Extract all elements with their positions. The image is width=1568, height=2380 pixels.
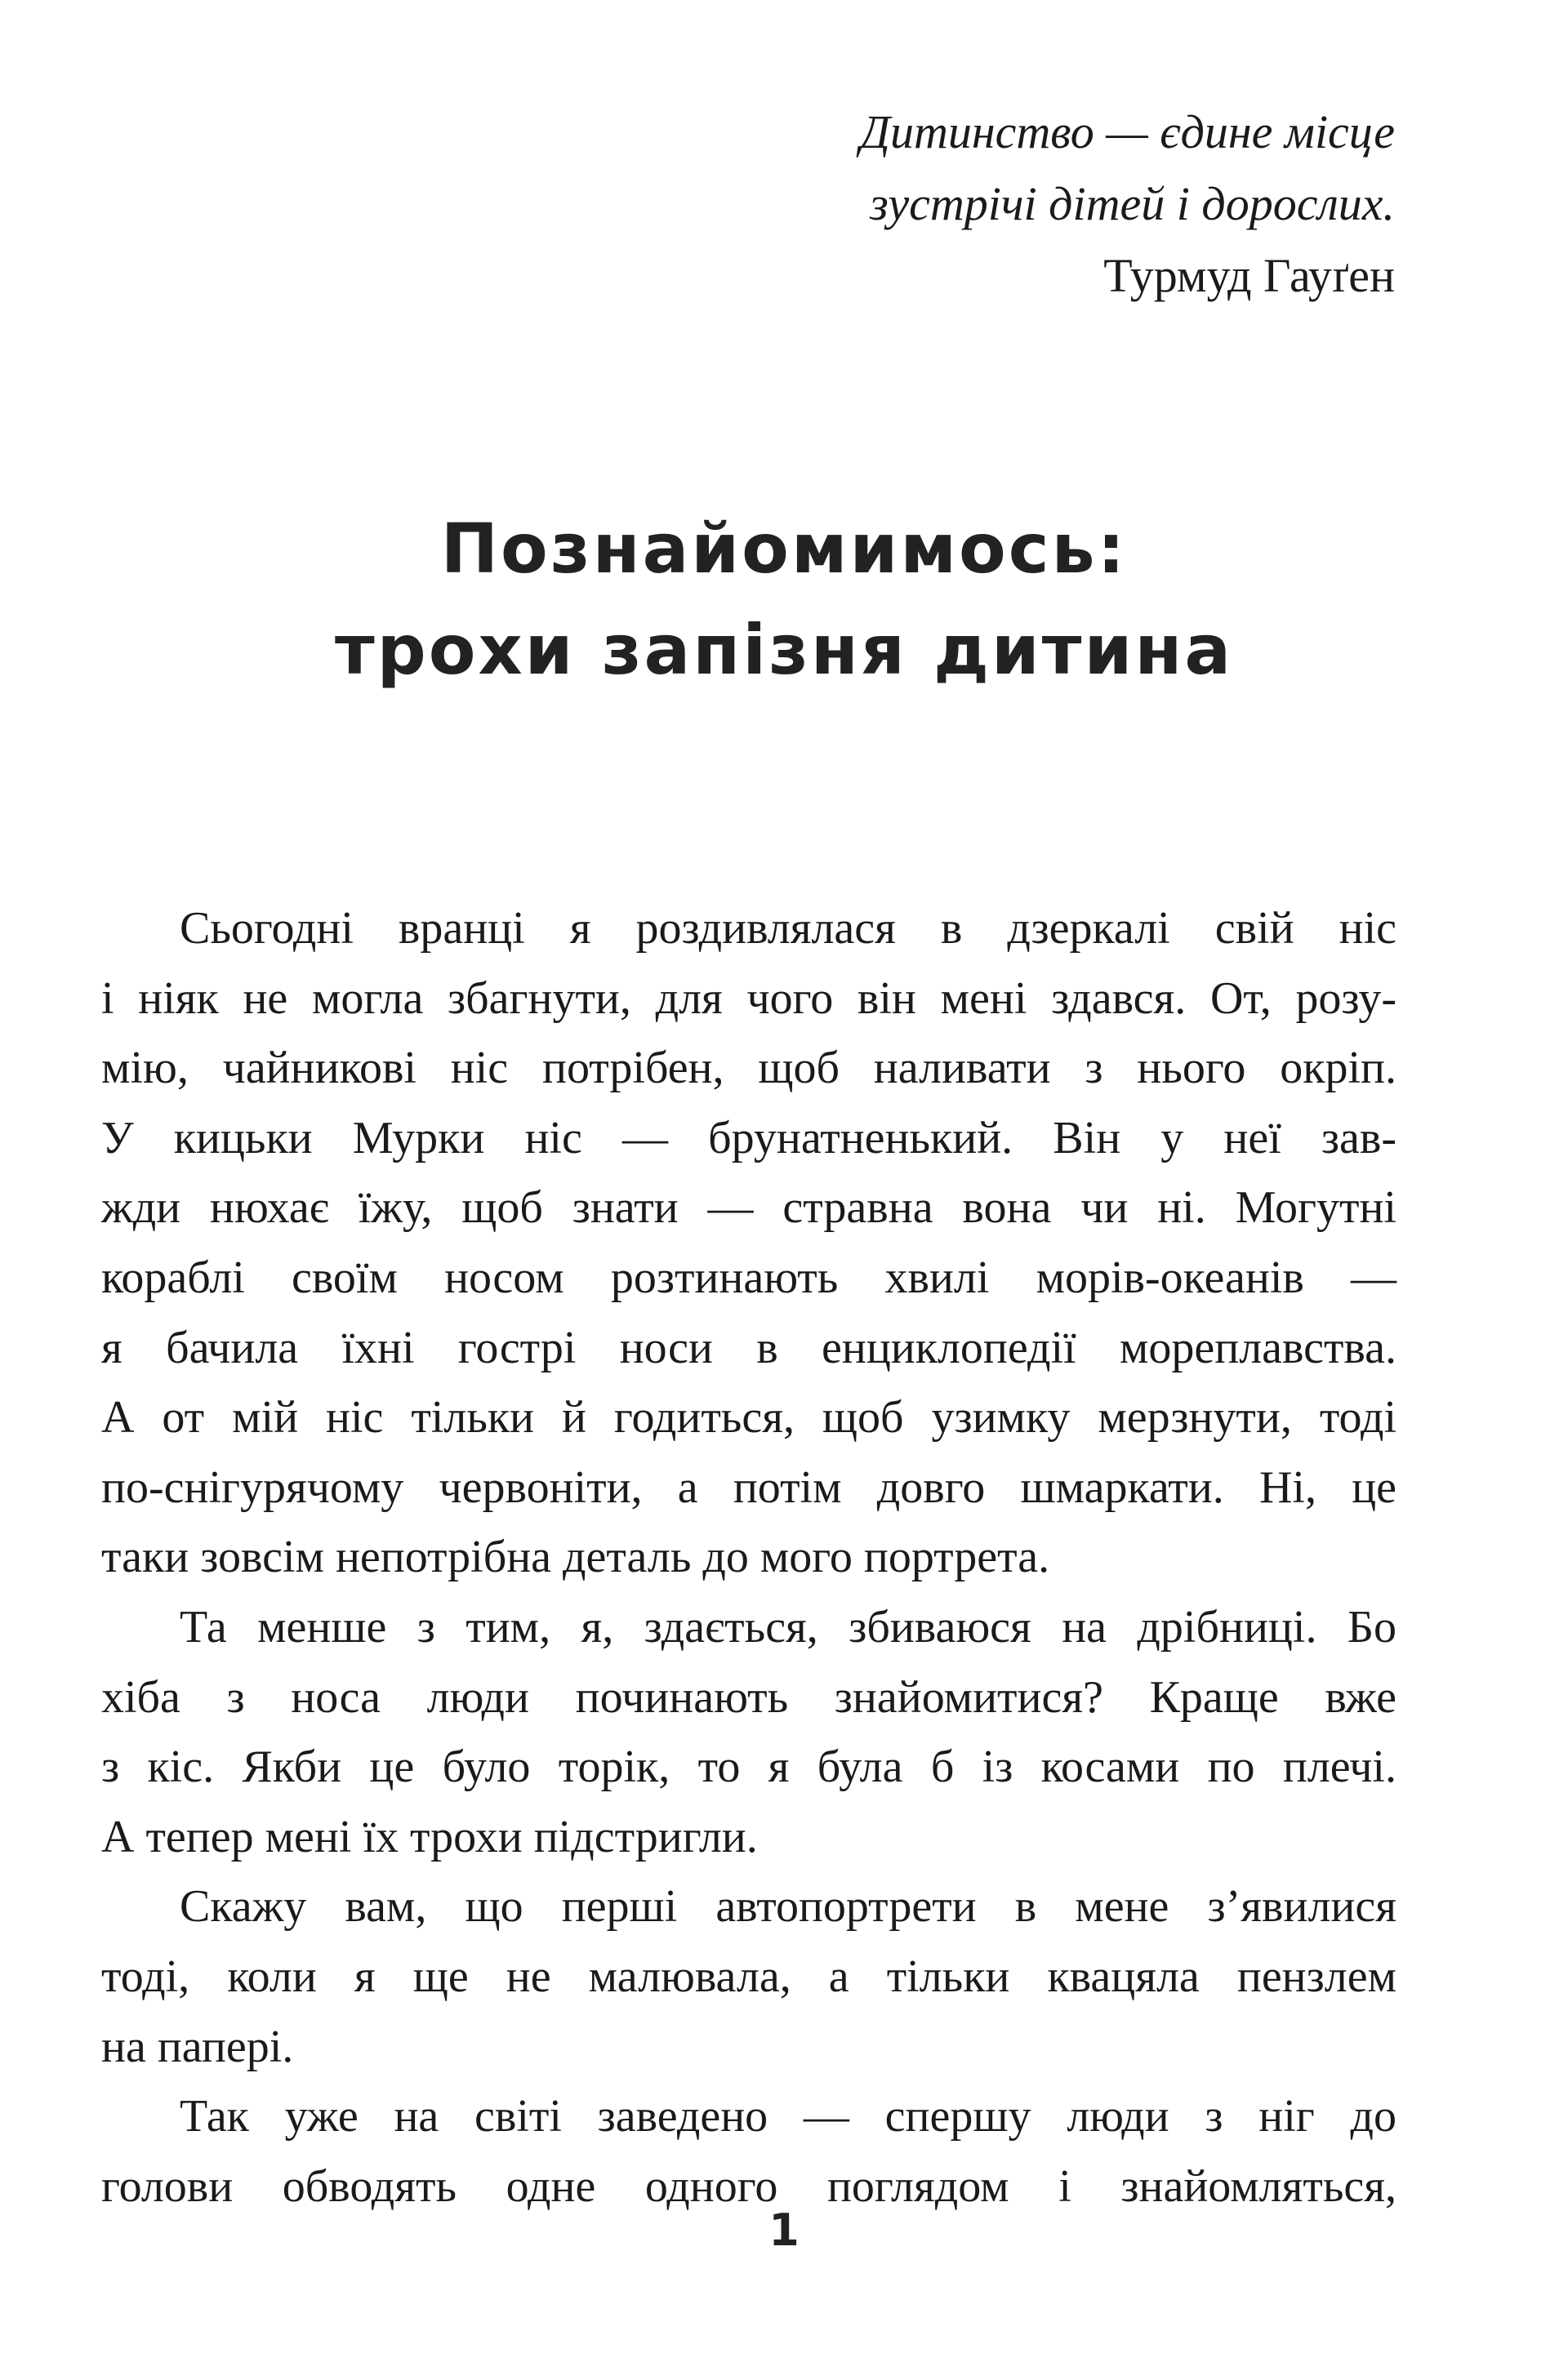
text-line: таки зовсім непотрібна деталь до мого портрета.: [101, 1532, 1050, 1583]
text-line: У кицьки Мурки ніс — брунатненький. Він у неї зав-: [101, 1112, 1396, 1163]
text-line: з кіс. Якби це було торік, то я була б із косами по плечі.: [101, 1742, 1396, 1793]
epigraph-author: Турмуд Гауґен: [1103, 249, 1395, 302]
text-line: мію, чайникові ніс потрібен, щоб наливати з нього окріп.: [101, 1043, 1396, 1094]
paragraph: [101, 2082, 1396, 2222]
epigraph-line: Дитинство — єдине місце: [860, 105, 1395, 158]
text-line: жди нюхає їжу, щоб знати — стравна вона чи ні. Могутні: [101, 1182, 1396, 1234]
text-line: на папері.: [101, 2021, 294, 2072]
text-line: хіба з носа люди починають знайомитися? Краще вже: [101, 1671, 1396, 1723]
epigraph: [578, 96, 1395, 312]
chapter-title-line: трохи запізня дитина: [334, 610, 1234, 690]
text-line: Сьогодні вранці я роздивлялася в дзеркалі свій ніс: [180, 903, 1396, 954]
text-line: голови обводять одне одного поглядом і знайомляться,: [101, 2160, 1396, 2212]
chapter-title: [0, 498, 1568, 701]
text-line: тоді, коли я ще не малювала, а тільки квацяла пензлем: [101, 1951, 1396, 2002]
epigraph-line: зустрічі дітей і дорослих.: [870, 177, 1395, 230]
text-line: я бачила їхні гострі носи в енциклопедії мореплавства.: [101, 1322, 1396, 1373]
text-line: А тепер мені їх трохи підстригли.: [101, 1811, 758, 1862]
chapter-title-line: Познайомимось:: [440, 509, 1128, 589]
text-line: А от мій ніс тільки й годиться, щоб узимку мерзнути, тоді: [101, 1392, 1396, 1444]
page-number: 1: [768, 2204, 800, 2256]
body-text: [101, 894, 1396, 2222]
text-line: по-снігурячому червоніти, а потім довго шмаркати. Ні, це: [101, 1461, 1396, 1513]
paragraph: [101, 1593, 1396, 1872]
text-line: кораблі своїм носом розтинають хвилі морів-океанів —: [101, 1252, 1396, 1303]
text-line: Та менше з тим, я, здається, збиваюся на дрібниці. Бо: [180, 1601, 1396, 1653]
text-line: Так уже на світі заведено — спершу люди з ніг до: [180, 2091, 1396, 2142]
text-line: Скажу вам, що перші автопортрети в мене з’явилися: [180, 1881, 1396, 1933]
paragraph: [101, 1872, 1396, 2082]
text-line: і ніяк не могла збагнути, для чого він мені здався. От, розу-: [101, 972, 1396, 1024]
paragraph: [101, 894, 1396, 1593]
